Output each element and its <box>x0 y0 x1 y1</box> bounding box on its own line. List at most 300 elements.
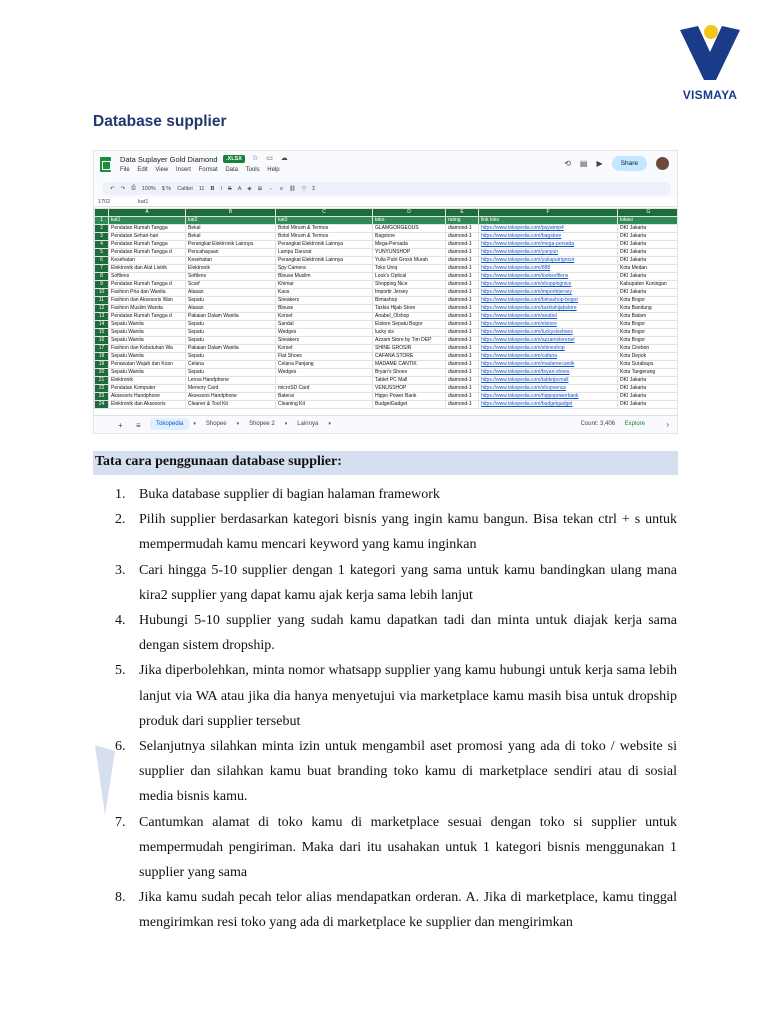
row-number: 7 <box>95 265 109 273</box>
table-cell: Sneakers <box>276 337 373 345</box>
shop-link-cell: https://www.tokopedia.com/importirjersey <box>479 289 618 297</box>
table-cell: diamond-1 <box>446 361 479 369</box>
table-cell: Fashion dan Kebutuhan Wa <box>109 345 186 353</box>
row-number: 9 <box>95 281 109 289</box>
video-call-icon: ▶ <box>596 159 603 168</box>
shop-link-cell: https://www.tokopedia.com/looksoftlens <box>479 273 618 281</box>
history-icon: ⟲ <box>564 159 571 168</box>
table-row <box>95 353 678 361</box>
step-text: Cantumkan alamat di toko kamu di marketplace sesuai dengan toko si supplier untuk mempermudah pengiriman. Maka dari itu usahakan untuk 1 kategori bisnis menggunakan 1 supplier yang sama <box>139 814 677 881</box>
table-cell: Kabupaten Kuningan <box>618 281 678 289</box>
header-cell: rating <box>446 217 479 225</box>
header-cell: toko <box>373 217 446 225</box>
table-cell: Importir Jersey <box>373 289 446 297</box>
sheet-toolbar <box>102 182 671 195</box>
table-row <box>95 377 678 385</box>
column-letter: G <box>618 209 678 217</box>
table-cell: Perangkat Elektronik Lainnya <box>276 257 373 265</box>
chevron-right-icon: › <box>666 420 669 429</box>
table-cell: diamond-1 <box>446 305 479 313</box>
row-number: 22 <box>95 385 109 393</box>
table-cell: DKI Jakarta <box>618 289 678 297</box>
table-cell: Atasan <box>186 289 276 297</box>
list-item <box>93 482 677 507</box>
table-cell: Kota Surabaya <box>618 361 678 369</box>
table-cell: Botol Minum & Termos <box>276 233 373 241</box>
table-cell: Elektronik <box>186 265 276 273</box>
table-cell: Sepatu <box>186 353 276 361</box>
table-cell: Mega-Persada <box>373 241 446 249</box>
table-row <box>95 385 678 393</box>
table-cell: Wedges <box>276 369 373 377</box>
decorative-shape <box>93 745 117 815</box>
sheet-list-icon: ≡ <box>136 421 141 430</box>
table-cell: Baterai <box>276 393 373 401</box>
list-item <box>93 810 677 886</box>
step-text: Cari hingga 5-10 supplier dengan 1 kategori yang sama untuk kamu bandingkan ulang mana kira2 supplier yang dapat kamu ajak kerja sama lebih lanjut <box>139 562 677 603</box>
table-cell <box>276 377 373 385</box>
table-cell: Cleaning Kit <box>276 401 373 409</box>
step-text: Hubungi 5-10 supplier yang sudah kamu dapatkan tadi dan minta untuk diajak kerja sama dengan sistem dropship. <box>139 613 677 654</box>
table-cell: Elektronik dan Alat Listrik <box>109 265 186 273</box>
section-heading <box>93 451 678 475</box>
column-letter: D <box>373 209 446 217</box>
table-cell: Look's Optical <box>373 273 446 281</box>
table-cell: diamond-1 <box>446 385 479 393</box>
table-cell: DKI Jakarta <box>618 225 678 233</box>
shop-link-cell: https://www.tokopedia.com/yunyun <box>479 249 618 257</box>
cell-reference: 1702 <box>98 199 111 205</box>
shop-link-cell: https://www.tokopedia.com/budgetgadget <box>479 401 618 409</box>
column-letter: E <box>446 209 479 217</box>
chevron-down-icon: ▾ <box>193 421 196 427</box>
row-number: 15 <box>95 329 109 337</box>
table-cell: diamond-1 <box>446 329 479 337</box>
table-cell: diamond-1 <box>446 313 479 321</box>
table-cell: Kota Bogor <box>618 321 678 329</box>
explore-button: Explore <box>624 421 645 427</box>
table-cell: Korset <box>276 313 373 321</box>
table-cell: Celana <box>186 361 276 369</box>
table-row <box>95 345 678 353</box>
table-cell: Kesehatan <box>186 257 276 265</box>
print-icon: ⎙ <box>131 185 136 191</box>
menu-item: Data <box>225 167 238 173</box>
step-text: Pilih supplier berdasarkan kategori bisnis yang ingin kamu bangun. Bisa tekan ctrl + s untuk mempermudah kamu mencari keyword yang kamu inginkan <box>139 512 677 553</box>
row-number: 14 <box>95 321 109 329</box>
table-cell: Kaos <box>276 289 373 297</box>
row-number: 20 <box>95 369 109 377</box>
table-cell: Kota Bogor <box>618 337 678 345</box>
list-item <box>93 734 677 810</box>
list-item <box>93 507 677 557</box>
table-cell: Anabel_Olshop <box>373 313 446 321</box>
table-row <box>95 225 678 233</box>
shop-link-cell: https://www.tokopedia.com/anabel <box>479 313 618 321</box>
tab-sheet: Tokopedia <box>150 418 189 430</box>
zoom-level: 100% <box>141 185 156 192</box>
tab-sheet: Lainnya <box>297 421 319 427</box>
table-row <box>95 265 678 273</box>
table-cell: Sepatu <box>186 337 276 345</box>
undo-icon: ↶ <box>110 185 115 192</box>
table-row <box>95 313 678 321</box>
page-title: Database supplier <box>93 113 227 130</box>
shop-link-cell: https://www.tokopedia.com/shineshop <box>479 345 618 353</box>
sheet-actions <box>564 156 669 171</box>
table-cell: microSD Card <box>276 385 373 393</box>
align-icon: ≡ <box>279 185 283 192</box>
table-cell: DKI Jakarta <box>618 233 678 241</box>
fill-color-icon: ◈ <box>247 185 252 192</box>
add-sheet-icon: + <box>118 421 123 430</box>
table-cell: Sepatu Wanita <box>109 329 186 337</box>
row-number: 8 <box>95 273 109 281</box>
table-cell: diamond-1 <box>446 337 479 345</box>
table-cell: Bekal <box>186 233 276 241</box>
table-cell: Peralatan Sehari-hari <box>109 233 186 241</box>
table-cell: Perangkat Elektronik Lainnya <box>276 241 373 249</box>
row-number: 4 <box>95 241 109 249</box>
table-cell: Kota Cirebon <box>618 345 678 353</box>
table-cell: Azzam Store by Tim DEP <box>373 337 446 345</box>
table-row <box>95 393 678 401</box>
shop-link-cell: https://www.tokopedia.com/puyatmp4 <box>479 225 618 233</box>
table-cell: Pakaian Dalam Wanita <box>186 345 276 353</box>
table-cell: Peralatan Rumah Tangga <box>109 225 186 233</box>
comment-icon: ▤ <box>579 159 588 168</box>
row-number: 24 <box>95 401 109 409</box>
table-cell: Bagstore <box>373 233 446 241</box>
table-cell: Fashion Pria dan Wanita <box>109 289 186 297</box>
table-cell: DKI Jakarta <box>618 377 678 385</box>
sum-icon: Σ <box>312 185 316 192</box>
formula-value: kat1 <box>138 199 149 205</box>
row-number: 10 <box>95 289 109 297</box>
table-cell: Perangkat Elektronik Lainnya <box>186 241 276 249</box>
row-number: 19 <box>95 361 109 369</box>
table-cell: Sepatu <box>186 321 276 329</box>
menu-item: Format <box>198 167 218 173</box>
table-cell: BudgetGadget <box>373 401 446 409</box>
table-cell: diamond-1 <box>446 393 479 401</box>
row-number: 21 <box>95 377 109 385</box>
count-readout: Count: 3,406 <box>580 421 615 427</box>
redo-icon: ↷ <box>120 185 126 192</box>
chevron-down-icon: ▾ <box>236 421 240 427</box>
menu-item: Tools <box>245 167 260 173</box>
table-cell: Peralatan Rumah Tangga d <box>109 281 186 289</box>
file-title: Data Suplayer Gold Diamond <box>120 155 218 164</box>
step-text: Jika diperbolehkan, minta nomor whatsapp supplier yang kamu hubungi untuk kerja sama lebih lanjut via WA atau jika dia hanya menyetujui via marketplace kamu masih bisa untuk dropship produk dari supplier tersebut <box>139 663 677 729</box>
row-number: 1 <box>95 217 109 225</box>
menu-item: File <box>120 167 130 173</box>
steps-list <box>93 482 677 936</box>
shop-link-cell: https://www.tokopedia.com/bryan-shoes <box>479 369 618 377</box>
shop-link-cell: https://www.tokopedia.com/cafana <box>479 353 618 361</box>
table-cell: DKI Jakarta <box>618 241 678 249</box>
table-cell: Yulia Putri Grosir Murah <box>373 257 446 265</box>
column-letter: A <box>109 209 186 217</box>
table-cell: Kota Depok <box>618 353 678 361</box>
table-cell: diamond-1 <box>446 241 479 249</box>
table-cell: Pakaian Dalam Wanita <box>186 313 276 321</box>
table-cell: DKI Jakarta <box>618 249 678 257</box>
table-row <box>95 257 678 265</box>
table-cell: diamond-1 <box>446 297 479 305</box>
spreadsheet-screenshot <box>93 150 678 434</box>
table-row <box>95 241 678 249</box>
list-item <box>93 658 677 734</box>
table-cell: Tablet PC Mall <box>373 377 446 385</box>
table-row <box>95 321 678 329</box>
sheets-icon <box>100 157 111 172</box>
sheet-titlebar <box>94 151 677 183</box>
borders-icon: ⊞ <box>257 185 263 192</box>
row-number: 18 <box>95 353 109 361</box>
table-cell: MADAME CANTIK <box>373 361 446 369</box>
link-icon: ⛓ <box>288 185 296 192</box>
table-cell: diamond-1 <box>446 289 479 297</box>
step-number: 5. <box>115 663 126 679</box>
shop-link-cell: https://www.tokopedia.com/azzamstorenet <box>479 337 618 345</box>
row-number: 3 <box>95 233 109 241</box>
table-row <box>95 361 678 369</box>
table-row <box>95 401 678 409</box>
table-row <box>95 289 678 297</box>
table-cell: lucky sis <box>373 329 446 337</box>
table-row <box>95 233 678 241</box>
vismaya-logo <box>672 22 748 106</box>
table-cell: Kota Medan <box>618 265 678 273</box>
step-text: Buka database supplier di bagian halaman framework <box>139 487 440 502</box>
menu-item: Help <box>267 167 280 173</box>
header-cell: lokasi <box>618 217 678 225</box>
table-cell: Peralatan Rumah Tangga d <box>109 249 186 257</box>
corner-cell <box>95 209 109 217</box>
column-letter: B <box>186 209 276 217</box>
shop-link-cell: https://www.tokopedia.com/shoppingnice <box>479 281 618 289</box>
shop-link-cell: https://www.tokopedia.com/tazkiahijabstore <box>479 305 618 313</box>
table-cell: Bimashop <box>373 297 446 305</box>
filter-icon: ▽ <box>301 185 307 192</box>
menu-bar <box>120 167 286 173</box>
table-cell: Cleaner & Tool Kit <box>186 401 276 409</box>
table-cell: DKI Jakarta <box>618 257 678 265</box>
share-button: Share <box>612 156 647 171</box>
table-cell: Hippo Power Bank <box>373 393 446 401</box>
table-cell: Shopping Nice <box>373 281 446 289</box>
table-cell: Bekal <box>186 225 276 233</box>
menu-item: Insert <box>175 167 191 173</box>
row-number: 6 <box>95 257 109 265</box>
table-cell: Toko Uniq <box>373 265 446 273</box>
table-row <box>95 297 678 305</box>
step-text: Selanjutnya silahkan minta izin untuk mengambil aset promosi yang ada di toko / website si supplier dan silahkan kamu buat branding toko kamu di marketplace sendiri atau di sosial media bisnis kamu. <box>139 739 677 805</box>
table-cell: Kota Bogor <box>618 329 678 337</box>
column-letter: F <box>479 209 618 217</box>
row-number: 11 <box>95 297 109 305</box>
table-cell: Peralatan Rumah Tangga <box>109 241 186 249</box>
table-cell: Elstore Sepatu Bogor <box>373 321 446 329</box>
shop-link-cell: https://www.tokopedia.com/bimashop-bogor <box>479 297 618 305</box>
header-cell: kat1 <box>109 217 186 225</box>
table-cell: diamond-1 <box>446 321 479 329</box>
vismaya-logo-mark <box>676 22 744 84</box>
row-number: 12 <box>95 305 109 313</box>
step-number: 1. <box>115 487 126 502</box>
table-cell: Scarf <box>186 281 276 289</box>
header-cell: kat3 <box>276 217 373 225</box>
table-cell: CAFANA STORE <box>373 353 446 361</box>
table-cell: DKI Jakarta <box>618 401 678 409</box>
bold-icon: B <box>210 185 215 192</box>
star-icon: ☆ ▭ ☁ <box>252 155 291 162</box>
header-cell: link toko <box>479 217 618 225</box>
shop-link-cell: https://www.tokopedia.com/mega-persada <box>479 241 618 249</box>
table-cell: Bryan's Shoes <box>373 369 446 377</box>
chevron-down-icon: ▾ <box>328 421 331 427</box>
table-cell: Sepatu <box>186 297 276 305</box>
table-cell: Kesehatan <box>109 257 186 265</box>
italic-icon: I <box>220 185 223 192</box>
table-cell: diamond-1 <box>446 273 479 281</box>
shop-link-cell: https://www.tokopedia.com/hippopowerbank <box>479 393 618 401</box>
tab-sheet: Shopee 2 <box>249 421 275 427</box>
table-cell: Blouse Muslim <box>276 273 373 281</box>
table-cell: Kota Bandung <box>618 305 678 313</box>
table-cell: Softlens <box>186 273 276 281</box>
table-cell: DKI Jakarta <box>618 273 678 281</box>
shop-link-cell: https://www.tokopedia.com/yuliaputrigrosir <box>479 257 618 265</box>
list-item <box>93 558 677 608</box>
shop-link-cell: https://www.tokopedia.com/tabletpcmall <box>479 377 618 385</box>
table-cell: Wedges <box>276 329 373 337</box>
table-cell: SHINE GROSIR <box>373 345 446 353</box>
table-cell: Lampu Darurat <box>276 249 373 257</box>
row-number: 17 <box>95 345 109 353</box>
currency-icon: $ % <box>161 185 172 192</box>
formula-bar <box>94 198 677 207</box>
table-cell: Memory Card <box>186 385 276 393</box>
table-cell: diamond-1 <box>446 225 479 233</box>
table-cell: Celana Panjang <box>276 361 373 369</box>
step-text: Jika kamu sudah pecah telor alias mendapatkan orderan. A. Jika di marketplace, kamu tinggal mengirimkan resi toko yang ada di marketplace ke supplier dan mengirimkan <box>139 890 677 931</box>
shop-link-cell: https://www.tokopedia.com/madamecantik <box>479 361 618 369</box>
table-cell: Sepatu Wanita <box>109 321 186 329</box>
table-cell: VENUSSHOP <box>373 385 446 393</box>
table-cell: diamond-1 <box>446 281 479 289</box>
table-row <box>95 305 678 313</box>
table-cell: Lensa Handphone <box>186 377 276 385</box>
text-color-icon: A <box>237 185 242 192</box>
table-cell: Flat Shoes <box>276 353 373 361</box>
table-row <box>95 249 678 257</box>
table-cell: Tazkia Hijab Store <box>373 305 446 313</box>
table-row <box>95 337 678 345</box>
table-cell: GLAMGORGEOUS <box>373 225 446 233</box>
tab-sheet: Shopee <box>205 421 227 427</box>
step-number: 7. <box>115 814 126 830</box>
table-cell: Peralatan Rumah Tangga d <box>109 313 186 321</box>
table-cell: diamond-1 <box>446 377 479 385</box>
table-cell: Peralatan Komputer <box>109 385 186 393</box>
table-cell: Kota Batam <box>618 313 678 321</box>
table-cell: Fashion dan Aksesoris Wan <box>109 297 186 305</box>
step-number: 2. <box>115 512 126 528</box>
row-number: 2 <box>95 225 109 233</box>
step-number: 6. <box>115 739 126 755</box>
table-cell: Spy Camera <box>276 265 373 273</box>
list-item <box>93 885 677 935</box>
table-cell: Elektronik <box>109 377 186 385</box>
row-number: 23 <box>95 393 109 401</box>
table-cell: Botol Minum & Termos <box>276 225 373 233</box>
table-cell: Khimar <box>276 281 373 289</box>
table-cell: Sandal <box>276 321 373 329</box>
table-cell: diamond-1 <box>446 249 479 257</box>
sheet-tabs-bar <box>94 415 677 434</box>
merge-icon: ⇔ <box>268 185 274 192</box>
header-cell: kat2 <box>186 217 276 225</box>
row-number: 16 <box>95 337 109 345</box>
brand-name: VISMAYA <box>682 88 738 102</box>
shop-link-cell: https://www.tokopedia.com/shopvenus <box>479 385 618 393</box>
table-cell: Kota Tangerang <box>618 369 678 377</box>
table-cell: Kota Bogor <box>618 297 678 305</box>
table-cell: Atasan <box>186 305 276 313</box>
strikethrough-icon: S <box>228 185 232 192</box>
table-cell: DKI Jakarta <box>618 385 678 393</box>
table-cell: diamond-1 <box>446 257 479 265</box>
shop-link-cell: https://www.tokopedia.com/888 <box>479 265 618 273</box>
table-cell: Sepatu Wanita <box>109 337 186 345</box>
table-cell: Softlens <box>109 273 186 281</box>
table-cell: Blouse <box>276 305 373 313</box>
step-number: 8. <box>115 890 126 906</box>
table-cell: Perawatan Wajah dan Kosn <box>109 361 186 369</box>
table-cell: diamond-1 <box>446 369 479 377</box>
font-name: Calibri <box>177 185 193 192</box>
table-cell: Korset <box>276 345 373 353</box>
table-cell: Fashion Muslim Wanita <box>109 305 186 313</box>
table-cell: diamond-1 <box>446 345 479 353</box>
shop-link-cell: https://www.tokopedia.com/bagstore <box>479 233 618 241</box>
table-row <box>95 273 678 281</box>
table-cell: Elektronik dan Aksesoris <box>109 401 186 409</box>
shop-link-cell: https://www.tokopedia.com/elstore <box>479 321 618 329</box>
table-cell: YUNYUNSHOP <box>373 249 446 257</box>
chevron-down-icon: ▾ <box>284 421 288 427</box>
table-cell: diamond-1 <box>446 265 479 273</box>
table-cell: Aksesoris Handphone <box>109 393 186 401</box>
table-cell: diamond-1 <box>446 401 479 409</box>
step-number: 3. <box>115 562 126 578</box>
table-row <box>95 369 678 377</box>
row-number: 5 <box>95 249 109 257</box>
sheet-grid <box>94 208 677 413</box>
menu-item: View <box>155 167 169 173</box>
table-cell: Sepatu <box>186 329 276 337</box>
table-cell: Sneakers <box>276 297 373 305</box>
shop-link-cell: https://www.tokopedia.com/luckysisshoes <box>479 329 618 337</box>
avatar <box>656 157 669 170</box>
column-letter: C <box>276 209 373 217</box>
table-cell: Pencahayaan <box>186 249 276 257</box>
table-cell: Aksesoris Handphone <box>186 393 276 401</box>
list-item <box>93 608 677 658</box>
table-cell: DKI Jakarta <box>618 393 678 401</box>
